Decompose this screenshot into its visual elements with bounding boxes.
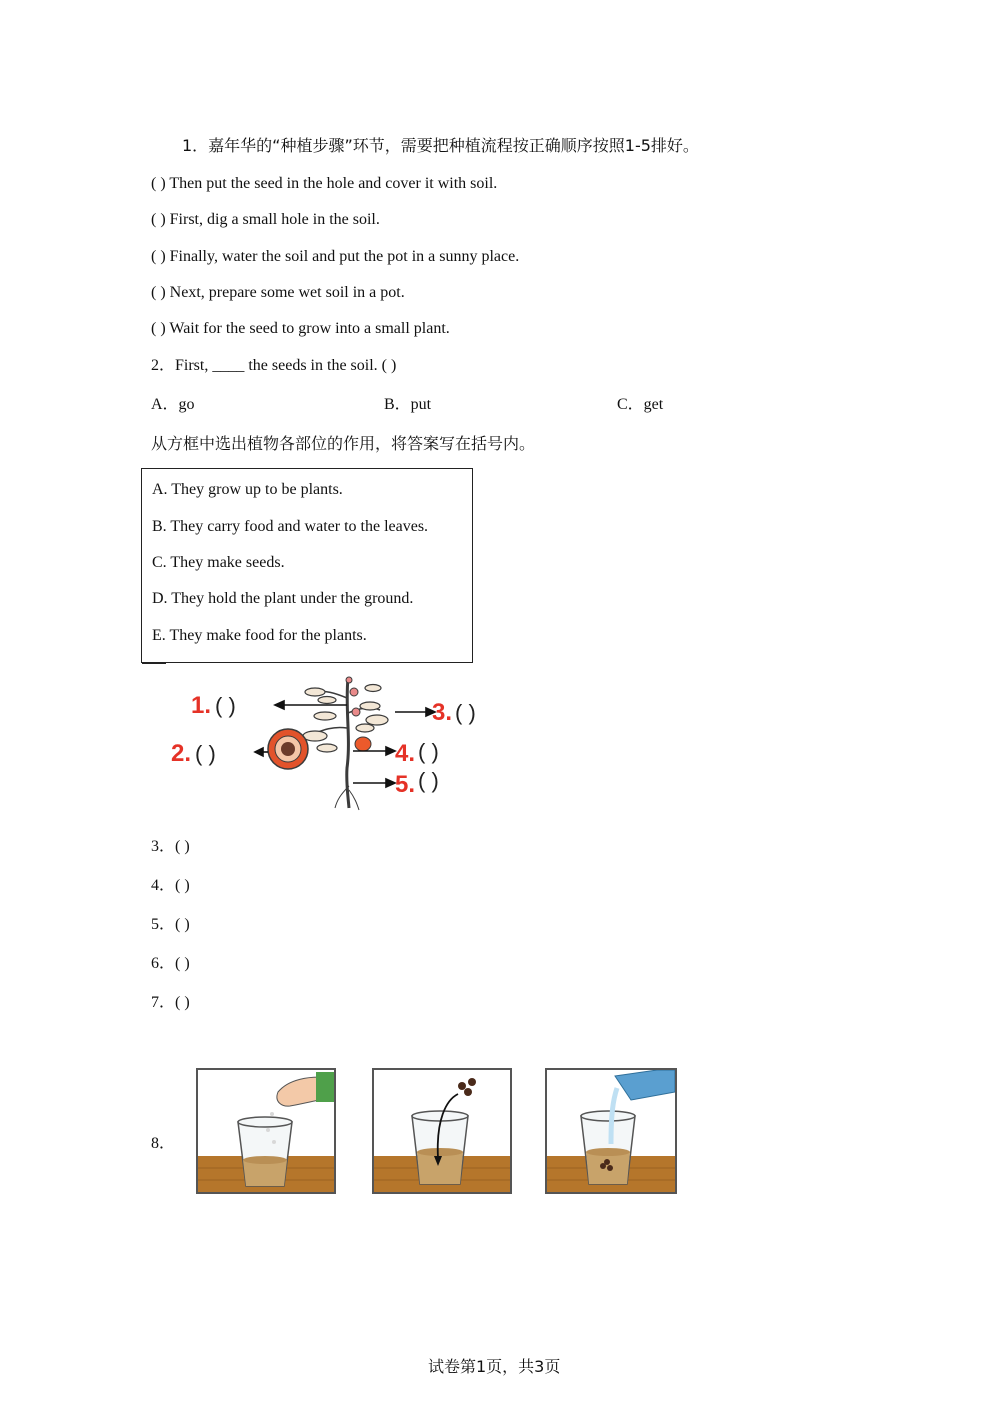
answer-6: 6．( ) [151, 955, 190, 972]
box-option-d: D. They hold the plant under the ground. [152, 590, 414, 607]
q2-option-a: A．go [151, 396, 195, 413]
q1-item-2: ( ) First, dig a small hole in the soil. [151, 211, 380, 228]
box-option-c: C. They make seeds. [152, 554, 285, 571]
q2-option-c: C．get [617, 396, 664, 413]
page-footer: 试卷第1页，共3页 [428, 1357, 561, 1376]
planting-picture-3 [545, 1068, 677, 1194]
figure-label-1-paren: ( ) [215, 693, 236, 718]
q1-prompt: 1．嘉年华的“种植步骤”环节，需要把种植流程按正确顺序按照1-5排好。 [182, 136, 699, 155]
box-option-a: A. They grow up to be plants. [152, 481, 343, 498]
q1-item-5: ( ) Wait for the seed to grow into a small plant. [151, 320, 450, 337]
q1-item-3: ( ) Finally, water the soil and put the pot in a sunny place. [151, 248, 520, 265]
section-instruction: 从方框中选出植物各部位的作用，将答案写在括号内。 [151, 434, 536, 453]
figure-label-2-paren: ( ) [195, 741, 216, 766]
q1-item-4: ( ) Next, prepare some wet soil in a pot. [151, 284, 405, 301]
box-option-b: B. They carry food and water to the leaves. [152, 518, 429, 535]
box-tick [142, 663, 166, 664]
answer-5: 5．( ) [151, 916, 190, 933]
plant-parts-figure [165, 668, 525, 813]
answer-3: 3．( ) [151, 838, 190, 855]
box-option-e: E. They make food for the plants. [152, 627, 367, 644]
answer-7: 7．( ) [151, 994, 190, 1011]
tomato-plant-illustration [165, 668, 525, 813]
figure-label-5-num: 5. [395, 771, 416, 798]
planting-picture-2 [372, 1068, 512, 1194]
figure-label-3-num: 3. [432, 699, 453, 726]
q2-option-b: B．put [384, 396, 432, 413]
q2-prompt: 2．First, ____ the seeds in the soil. ( ) [151, 357, 397, 374]
q1-item-1: ( ) Then put the seed in the hole and cover it with soil. [151, 175, 498, 192]
q8-label: 8． [151, 1135, 176, 1152]
figure-label-1-num: 1. [191, 692, 212, 719]
figure-label-3-paren: ( ) [455, 700, 476, 725]
figure-label-2-num: 2. [171, 740, 192, 767]
option-box [141, 468, 473, 663]
figure-label-4-paren: ( ) [418, 739, 439, 764]
answer-4: 4．( ) [151, 877, 190, 894]
planting-picture-1 [196, 1068, 336, 1194]
figure-label-5-paren: ( ) [418, 768, 439, 793]
figure-label-4-num: 4. [395, 740, 416, 767]
